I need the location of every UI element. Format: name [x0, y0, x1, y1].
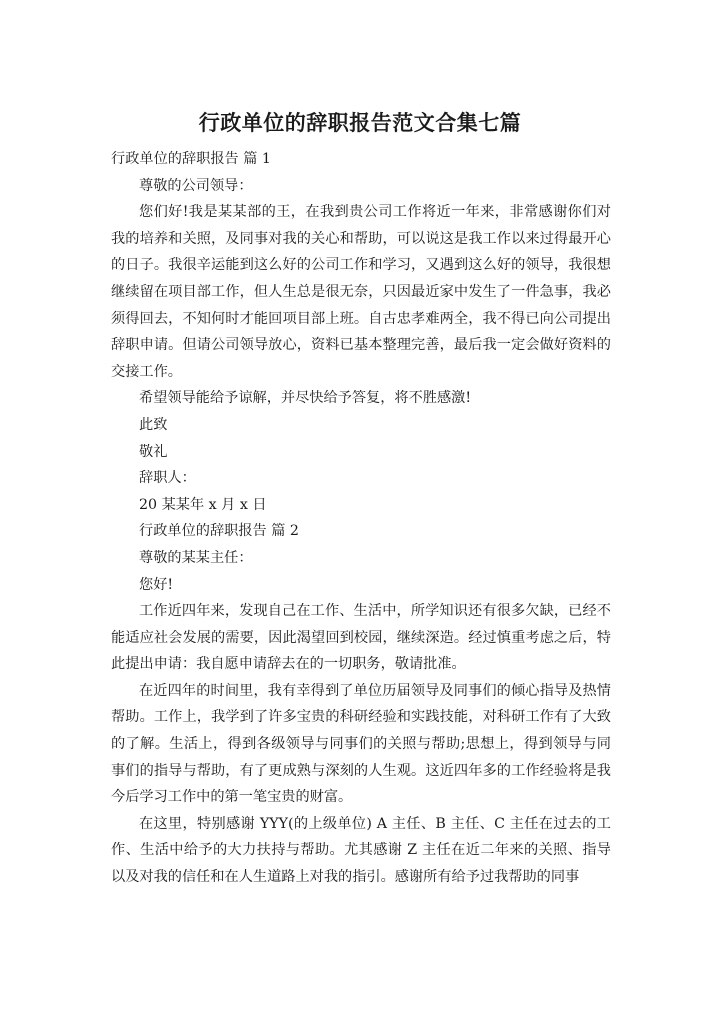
- body-paragraph: 工作近四年来，发现自己在工作、生活中，所学知识还有很多欠缺，已经不能适应社会发展的需要，因此渴望回到校园，继续深造。经过慎重考虑之后，特此提出申请：我自愿申请辞去在的一切职务，敬请批准。: [111, 603, 611, 673]
- closing-line: 敬礼: [139, 443, 168, 460]
- document-body: [111, 146, 611, 891]
- body-paragraph: 希望领导能给予谅解，并尽快给予答复，将不胜感激!: [139, 390, 472, 407]
- salutation: 尊敬的某某主任：: [139, 549, 253, 566]
- closing-line: 此致: [139, 416, 168, 433]
- section-heading: 行政单位的辞职报告 篇 2: [139, 523, 299, 540]
- date-line: 20 某某年 x 月 x 日: [139, 496, 267, 513]
- body-paragraph: 在这里，特别感谢 YYY(的上级单位) A 主任、B 主任、C 主任在过去的工作、生活中给予的大力扶持与帮助。尤其感谢 Z 主任在近二年来的关照、指导以及对我的信任和在人生道路上对我的指引。感谢所有给予过我帮助的同事: [111, 815, 611, 886]
- salutation: 尊敬的公司领导：: [139, 177, 253, 194]
- greeting: 您好!: [139, 576, 174, 593]
- body-paragraph: 您们好!我是某某部的王，在我到贵公司工作将近一年来，非常感谢你们对我的培养和关照，及同事对我的关心和帮助，可以说这是我工作以来过得最开心的日子。我很辛运能到这么好的公司工作和学习，又遇到这么好的领导，我很想继续留在项目部工作，但人生总是很无奈，只因最近家中发生了一件急事，我必须得回去，不知何时才能回项目部上班。自古忠孝难两全，我不得已向公司提出辞职申请。但请公司领导放心，资料已基本整理完善，最后我一定会做好资料的交接工作。: [111, 204, 611, 380]
- section-heading: 行政单位的辞职报告 篇 1: [111, 151, 271, 167]
- signature-line: 辞职人：: [139, 470, 196, 487]
- body-paragraph: 在近四年的时间里，我有幸得到了单位历届领导及同事们的倾心指导及热情帮助。工作上，我学到了许多宝贵的科研经验和实践技能，对科研工作有了大致的了解。生活上，得到各级领导与同事们的关照与帮助;思想上，得到领导与同事们的指导与帮助，有了更成熟与深刻的人生观。这近四年多的工作经验将是我今后学习工作中的第一笔宝贵的财富。: [111, 682, 611, 806]
- document-title: 行政单位的辞职报告范文合集七篇: [198, 111, 522, 135]
